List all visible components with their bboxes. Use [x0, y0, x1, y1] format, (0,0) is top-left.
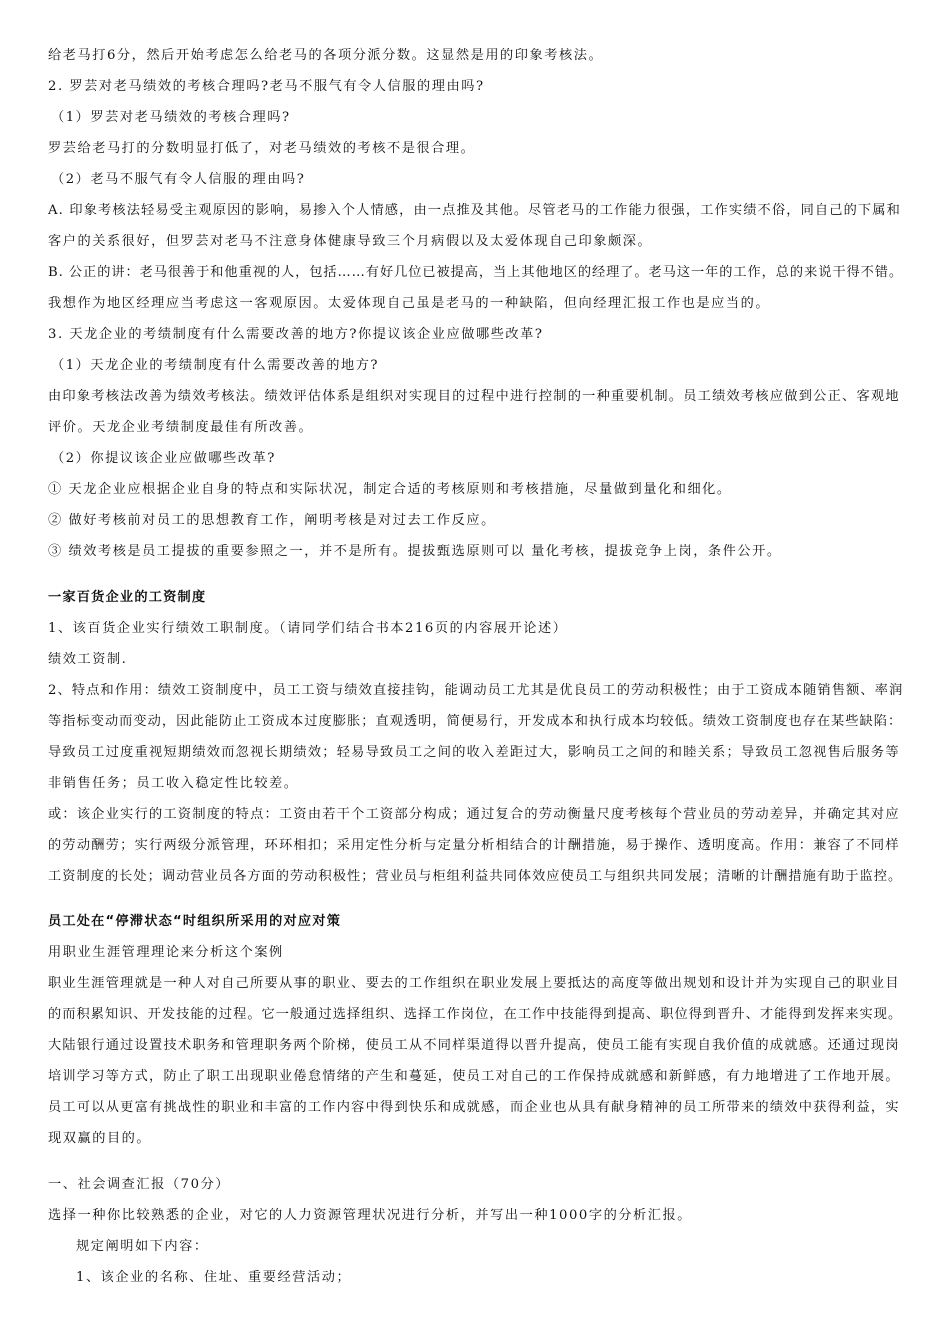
text-line: 2、特点和作用：绩效工资制度中，员工工资与绩效直接挂钩，能调动员工尤其是优良员工的劳动积极性；由于工资成本随销售额、率润 [48, 683, 904, 698]
text-line: 给老马打6分，然后开始考虑怎么给老马的各项分派分数。这显然是用的印象考核法。 [48, 48, 604, 63]
section-heading: 员工处在“停滞状态“时组织所采用的对应对策 [48, 914, 342, 929]
question-heading: 2. 罗芸对老马绩效的考核合理吗?老马不服气有令人信服的理由吗? [48, 79, 485, 94]
text-line: 规定阐明如下内容： [76, 1239, 209, 1254]
text-line: 选择一种你比较熟悉的企业，对它的人力资源管理状况进行分析，并写出一种1000字的分析汇报。 [48, 1208, 692, 1223]
text-line: A. 印象考核法轻易受主观原因的影响，易掺入个人情感，由一点推及其他。尽管老马的工作能力很强，工作实绩不俗，同自己的下属和 [48, 203, 901, 218]
text-line: 或：该企业实行的工资制度的特点：工资由若干个工资部分构成；通过复合的劳动衡量尺度考核每个营业员的劳动差异，并确定其对应 [48, 807, 900, 822]
list-item: ① 天龙企业应根据企业自身的特点和实际状况，制定合适的考核原则和考核措施，尽量做到量化和细化。 [48, 482, 732, 497]
text-line: 工资制度的长处；调动营业员各方面的劳动积极性；营业员与柜组利益共同体效应使员工与组织共同发展；清晰的计酬措施有助于监控。 [48, 869, 903, 884]
text-line: 我想作为地区经理应当考虑这一客观原因。太爱体现自己虽是老马的一种缺陷，但向经理汇报工作也是应当的。 [48, 296, 771, 311]
text-line: 等指标变动而变动，因此能防止工资成本过度膨胀；直观透明，简便易行，开发成本和执行成本均较低。绩效工资制度也存在某些缺陷： [48, 714, 903, 729]
sub-question: （2）老马不服气有令人信服的理由吗? [51, 172, 306, 187]
text-line: 职业生涯管理就是一种人对自己所要从事的职业、要去的工作组织在职业发展上要抵达的高度等做出规划和设计并为实现自己的职业目 [48, 976, 900, 991]
text-line: 非销售任务；员工收入稳定性比较差。 [48, 776, 299, 791]
question-heading: 3. 天龙企业的考绩制度有什么需要改善的地方?你提议该企业应做哪些改革? [48, 327, 544, 342]
text-line: 评价。天龙企业考绩制度最佳有所改善。 [48, 420, 314, 435]
text-line: 用职业生涯管理理论来分析这个案例 [48, 945, 284, 960]
section-heading: 一家百货企业的工资制度 [48, 590, 207, 605]
text-line: 客户的关系很好，但罗芸对老马不注意身体健康导致三个月病假以及太爱体现自己印象颇深。 [48, 234, 653, 249]
list-item: 1、该企业的名称、住址、重要经营活动； [76, 1270, 352, 1285]
text-line: 的而积累知识、开发技能的过程。它一般通过选择组织、选择工作岗位，在工作中技能得到提高、职位得到晋升、才能得到发挥来实现。 [48, 1007, 903, 1022]
text-line: 培训学习等方式，防止了职工出现职业倦怠情绪的产生和蔓延，使员工对自己的工作保持成就感和新鲜感，有力地增进了工作地开展。 [48, 1069, 900, 1084]
text-line: 罗芸给老马打的分数明显打低了，对老马绩效的考核不是很合理。 [48, 141, 476, 156]
sub-question: （2）你提议该企业应做哪些改革? [51, 451, 276, 466]
text-line: 绩效工资制. [48, 652, 128, 667]
text-line: B. 公正的讲：老马很善于和他重视的人，包括……有好几位已被提高，当上其他地区的经理了。老马这一年的工作，总的来说干得不错。 [48, 265, 904, 280]
text-line: 的劳动酬劳；实行两级分派管理，环环相扣；采用定性分析与定量分析相结合的计酬措施，易于操作、透明度高。作用：兼容了不同样 [48, 838, 900, 853]
text-line: 员工可以从更富有挑战性的职业和丰富的工作内容中得到快乐和成就感，而企业也从具有献身精神的员工所带来的绩效中获得利益，实 [48, 1100, 900, 1115]
text-line: 大陆银行通过设置技术职务和管理职务两个阶梯，使员工从不同样渠道得以晋升提高，使员工能有实现自我价值的成就感。还通过现岗 [48, 1038, 900, 1053]
list-item: ③ 绩效考核是员工提拔的重要参照之一，并不是所有。提拔甄选原则可以 量化考核，提拔竞争上岗，条件公开。 [48, 544, 782, 559]
section-heading: 一、社会调查汇报（70分） [48, 1177, 230, 1192]
text-line: 1、该百货企业实行绩效工职制度。（请同学们结合书本216页的内容展开论述） [48, 621, 568, 636]
list-item: ② 做好考核前对员工的思想教育工作，阐明考核是对过去工作反应。 [48, 513, 496, 528]
text-line: 导致员工过度重视短期绩效而忽视长期绩效；轻易导致员工之间的收入差距过大，影响员工之间的和睦关系；导致员工忽视售后服务等 [48, 745, 900, 760]
sub-question: （1）天龙企业的考绩制度有什么需要改善的地方? [51, 358, 380, 373]
sub-question: （1）罗芸对老马绩效的考核合理吗? [51, 110, 291, 125]
text-line: 由印象考核法改善为绩效考核法。绩效评估体系是组织对实现目的过程中进行控制的一种重要机制。员工绩效考核应做到公正、客观地 [48, 389, 900, 404]
text-line: 现双赢的目的。 [48, 1131, 152, 1146]
